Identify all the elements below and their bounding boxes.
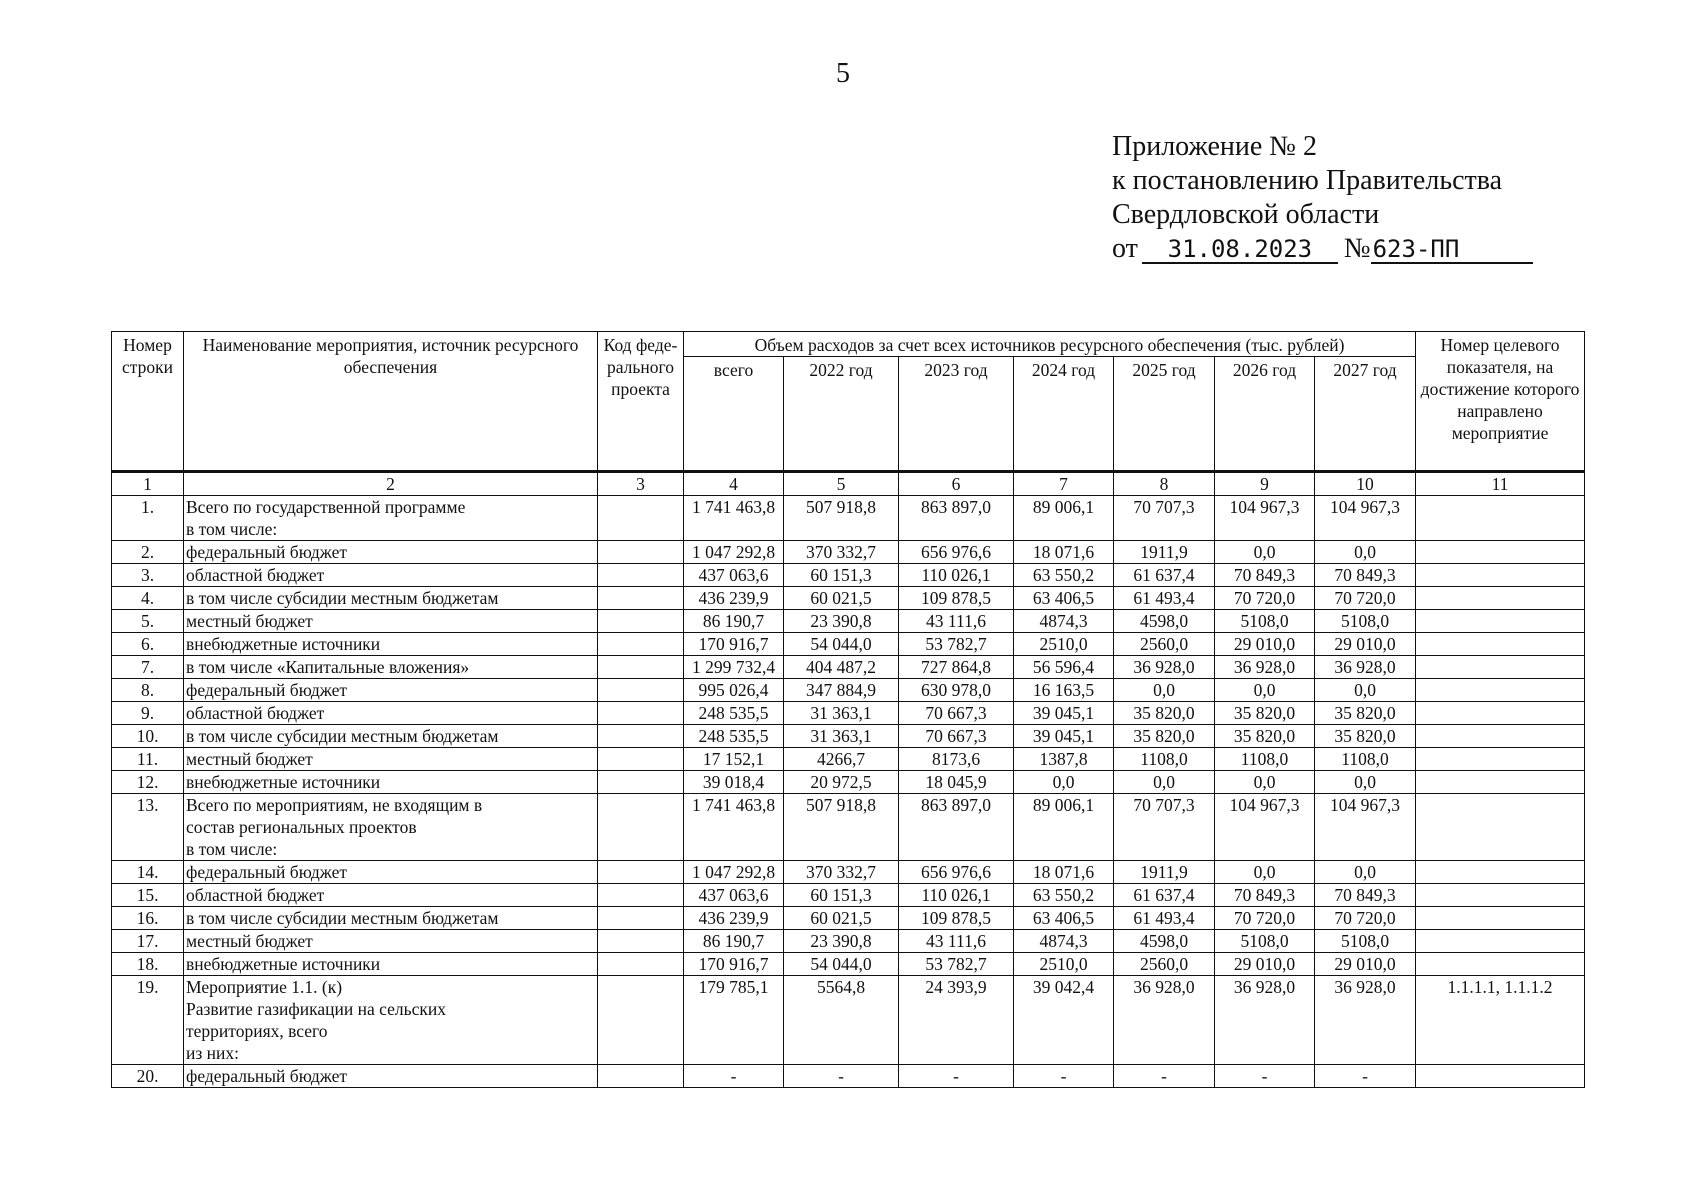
row-total-cell: 437 063,6 [684, 884, 784, 907]
row-2024-cell: 39 045,1 [1014, 725, 1114, 748]
table-row [112, 794, 1585, 861]
header-year-2026: 2026 год [1215, 357, 1315, 472]
row-2022-cell: 507 918,8 [784, 496, 899, 541]
row-2023-cell: 53 782,7 [899, 953, 1014, 976]
row-2025-cell: 61 637,4 [1114, 564, 1215, 587]
row-name-cell: в том числе субсидии местным бюджетам [184, 587, 598, 610]
row-total-cell: 86 190,7 [684, 930, 784, 953]
row-2023-cell: 24 393,9 [899, 976, 1014, 1065]
row-code-cell [598, 1065, 684, 1088]
row-2026-cell: 36 928,0 [1215, 656, 1315, 679]
number-prefix: № [1343, 233, 1371, 264]
row-name-cell: внебюджетные источники [184, 633, 598, 656]
row-2024-cell: 4874,3 [1014, 930, 1114, 953]
row-code-cell [598, 794, 684, 861]
table-row [112, 748, 1585, 771]
header-name: Наименование мероприятия, источник ресурсного обеспечения [184, 332, 598, 472]
row-2025-cell: 1911,9 [1114, 541, 1215, 564]
column-index: 11 [1416, 472, 1585, 496]
row-2026-cell: 70 849,3 [1215, 884, 1315, 907]
row-2025-cell: 61 493,4 [1114, 587, 1215, 610]
row-2027-cell: 0,0 [1315, 861, 1416, 884]
row-2022-cell: 370 332,7 [784, 541, 899, 564]
appendix-title: Приложение № 2 [1112, 131, 1317, 162]
row-number-cell: 14. [112, 861, 184, 884]
row-target-cell [1416, 725, 1585, 748]
row-number-cell: 2. [112, 541, 184, 564]
row-2023-cell: 656 976,6 [899, 541, 1014, 564]
row-name-cell: внебюджетные источники [184, 953, 598, 976]
header-year-2022: 2022 год [784, 357, 899, 472]
row-name-cell: федеральный бюджет [184, 861, 598, 884]
row-2026-cell: 5108,0 [1215, 610, 1315, 633]
row-name-cell: местный бюджет [184, 610, 598, 633]
row-total-cell: 1 047 292,8 [684, 861, 784, 884]
row-2026-cell: 29 010,0 [1215, 953, 1315, 976]
header-target: Номер целевого показателя, на достижение которого направлено мероприятие [1416, 332, 1585, 472]
row-2024-cell: - [1014, 1065, 1114, 1088]
row-2023-cell: 727 864,8 [899, 656, 1014, 679]
row-2027-cell: 1108,0 [1315, 748, 1416, 771]
row-code-cell [598, 907, 684, 930]
row-2027-cell: 36 928,0 [1315, 976, 1416, 1065]
row-2025-cell: 35 820,0 [1114, 725, 1215, 748]
row-2027-cell: 5108,0 [1315, 930, 1416, 953]
row-2026-cell: 104 967,3 [1215, 794, 1315, 861]
row-2026-cell: 35 820,0 [1215, 702, 1315, 725]
row-target-cell [1416, 930, 1585, 953]
row-number-cell: 5. [112, 610, 184, 633]
row-name-cell: внебюджетные источники [184, 771, 598, 794]
row-2027-cell: 5108,0 [1315, 610, 1416, 633]
row-total-cell: 436 239,9 [684, 907, 784, 930]
row-2025-cell: 4598,0 [1114, 610, 1215, 633]
row-code-cell [598, 656, 684, 679]
row-target-cell [1416, 541, 1585, 564]
table-row [112, 976, 1585, 1065]
row-target-cell [1416, 496, 1585, 541]
row-2026-cell: 35 820,0 [1215, 725, 1315, 748]
row-target-cell [1416, 679, 1585, 702]
row-name-cell: Мероприятие 1.1. (к) Развитие газификации на сельских территориях, всего из них: [184, 976, 598, 1065]
row-2027-cell: 70 849,3 [1315, 884, 1416, 907]
row-2026-cell: 5108,0 [1215, 930, 1315, 953]
row-2023-cell: 8173,6 [899, 748, 1014, 771]
row-2026-cell: 0,0 [1215, 771, 1315, 794]
row-2022-cell: 60 021,5 [784, 587, 899, 610]
header-code: Код феде-рального проекта [598, 332, 684, 472]
row-2027-cell: 70 720,0 [1315, 907, 1416, 930]
row-2025-cell: 0,0 [1114, 679, 1215, 702]
row-code-cell [598, 771, 684, 794]
row-2027-cell: 0,0 [1315, 771, 1416, 794]
row-2023-cell: - [899, 1065, 1014, 1088]
column-index: 4 [684, 472, 784, 496]
column-index-row [112, 472, 1585, 496]
row-total-cell: 170 916,7 [684, 633, 784, 656]
table-row [112, 633, 1585, 656]
table-row [112, 656, 1585, 679]
row-2023-cell: 70 667,3 [899, 725, 1014, 748]
row-total-cell: 39 018,4 [684, 771, 784, 794]
row-code-cell [598, 884, 684, 907]
row-name-cell: федеральный бюджет [184, 679, 598, 702]
row-2023-cell: 656 976,6 [899, 861, 1014, 884]
row-code-cell [598, 930, 684, 953]
row-2025-cell: 61 637,4 [1114, 884, 1215, 907]
row-2024-cell: 16 163,5 [1014, 679, 1114, 702]
row-total-cell: 1 047 292,8 [684, 541, 784, 564]
table-row [112, 930, 1585, 953]
row-2023-cell: 43 111,6 [899, 610, 1014, 633]
row-name-cell: местный бюджет [184, 930, 598, 953]
row-2024-cell: 63 406,5 [1014, 907, 1114, 930]
row-total-cell: 436 239,9 [684, 587, 784, 610]
row-target-cell [1416, 953, 1585, 976]
row-total-cell: 170 916,7 [684, 953, 784, 976]
row-number-cell: 1. [112, 496, 184, 541]
row-2024-cell: 18 071,6 [1014, 541, 1114, 564]
column-index: 9 [1215, 472, 1315, 496]
row-target-cell [1416, 907, 1585, 930]
row-2024-cell: 39 045,1 [1014, 702, 1114, 725]
row-2025-cell: 0,0 [1114, 771, 1215, 794]
row-2025-cell: 36 928,0 [1114, 656, 1215, 679]
row-2024-cell: 63 550,2 [1014, 884, 1114, 907]
row-number-cell: 15. [112, 884, 184, 907]
row-number-cell: 17. [112, 930, 184, 953]
appendix-date-line [1112, 232, 1533, 266]
row-2022-cell: 60 151,3 [784, 564, 899, 587]
row-2022-cell: 60 021,5 [784, 907, 899, 930]
row-code-cell [598, 541, 684, 564]
row-2023-cell: 110 026,1 [899, 564, 1014, 587]
row-name-cell: областной бюджет [184, 702, 598, 725]
column-index: 6 [899, 472, 1014, 496]
row-total-cell: - [684, 1065, 784, 1088]
row-2027-cell: 36 928,0 [1315, 656, 1416, 679]
row-2025-cell: 70 707,3 [1114, 794, 1215, 861]
row-2026-cell: 1108,0 [1215, 748, 1315, 771]
appendix-line-region: Свердловской области [1112, 199, 1380, 230]
row-2022-cell: 404 487,2 [784, 656, 899, 679]
row-2022-cell: 370 332,7 [784, 861, 899, 884]
row-2025-cell: 61 493,4 [1114, 907, 1215, 930]
row-2023-cell: 18 045,9 [899, 771, 1014, 794]
row-code-cell [598, 976, 684, 1065]
row-number-cell: 11. [112, 748, 184, 771]
row-total-cell: 437 063,6 [684, 564, 784, 587]
row-2022-cell: 20 972,5 [784, 771, 899, 794]
row-2025-cell: 4598,0 [1114, 930, 1215, 953]
row-2024-cell: 39 042,4 [1014, 976, 1114, 1065]
row-2024-cell: 4874,3 [1014, 610, 1114, 633]
page-number: 5 [836, 58, 850, 89]
resolution-number: 623-ПП [1371, 236, 1533, 264]
header-year-2024: 2024 год [1014, 357, 1114, 472]
row-code-cell [598, 702, 684, 725]
table-row [112, 953, 1585, 976]
row-total-cell: 1 299 732,4 [684, 656, 784, 679]
row-total-cell: 995 026,4 [684, 679, 784, 702]
row-name-cell: федеральный бюджет [184, 541, 598, 564]
row-number-cell: 19. [112, 976, 184, 1065]
header-total: всего [684, 357, 784, 472]
row-total-cell: 248 535,5 [684, 725, 784, 748]
row-code-cell [598, 610, 684, 633]
row-2027-cell: 0,0 [1315, 679, 1416, 702]
row-2024-cell: 18 071,6 [1014, 861, 1114, 884]
row-code-cell [598, 633, 684, 656]
row-target-cell [1416, 702, 1585, 725]
row-2027-cell: 104 967,3 [1315, 496, 1416, 541]
row-2026-cell: 0,0 [1215, 541, 1315, 564]
row-2023-cell: 109 878,5 [899, 907, 1014, 930]
appendix-block [1112, 130, 1533, 266]
table-row [112, 587, 1585, 610]
row-2022-cell: 54 044,0 [784, 633, 899, 656]
row-2027-cell: 0,0 [1315, 541, 1416, 564]
row-2022-cell: 31 363,1 [784, 725, 899, 748]
row-target-cell [1416, 771, 1585, 794]
row-2025-cell: 1108,0 [1114, 748, 1215, 771]
row-2022-cell: 4266,7 [784, 748, 899, 771]
row-code-cell [598, 861, 684, 884]
row-2026-cell: 0,0 [1215, 679, 1315, 702]
row-2027-cell: - [1315, 1065, 1416, 1088]
row-2027-cell: 29 010,0 [1315, 953, 1416, 976]
table-row [112, 1065, 1585, 1088]
table-row [112, 702, 1585, 725]
row-2025-cell: 2560,0 [1114, 633, 1215, 656]
row-number-cell: 13. [112, 794, 184, 861]
row-code-cell [598, 679, 684, 702]
row-name-cell: Всего по мероприятиям, не входящим в состав региональных проектов в том числе: [184, 794, 598, 861]
row-2026-cell: 104 967,3 [1215, 496, 1315, 541]
row-2024-cell: 63 550,2 [1014, 564, 1114, 587]
row-target-cell [1416, 861, 1585, 884]
row-target-cell [1416, 884, 1585, 907]
row-number-cell: 9. [112, 702, 184, 725]
row-target-cell [1416, 610, 1585, 633]
row-2023-cell: 863 897,0 [899, 496, 1014, 541]
row-total-cell: 1 741 463,8 [684, 496, 784, 541]
row-target-cell [1416, 564, 1585, 587]
row-2022-cell: 31 363,1 [784, 702, 899, 725]
row-2022-cell: 347 884,9 [784, 679, 899, 702]
row-code-cell [598, 564, 684, 587]
row-total-cell: 248 535,5 [684, 702, 784, 725]
row-2023-cell: 630 978,0 [899, 679, 1014, 702]
row-2025-cell: 1911,9 [1114, 861, 1215, 884]
row-2023-cell: 70 667,3 [899, 702, 1014, 725]
row-2024-cell: 63 406,5 [1014, 587, 1114, 610]
row-2025-cell: - [1114, 1065, 1215, 1088]
row-target-cell [1416, 633, 1585, 656]
row-code-cell [598, 748, 684, 771]
row-total-cell: 17 152,1 [684, 748, 784, 771]
row-name-cell: местный бюджет [184, 748, 598, 771]
table-row [112, 541, 1585, 564]
row-name-cell: Всего по государственной программе в том числе: [184, 496, 598, 541]
row-name-cell: в том числе субсидии местным бюджетам [184, 725, 598, 748]
row-2027-cell: 35 820,0 [1315, 725, 1416, 748]
row-2024-cell: 1387,8 [1014, 748, 1114, 771]
row-2022-cell: 60 151,3 [784, 884, 899, 907]
row-target-cell [1416, 656, 1585, 679]
row-total-cell: 179 785,1 [684, 976, 784, 1065]
row-target-cell [1416, 587, 1585, 610]
row-2023-cell: 863 897,0 [899, 794, 1014, 861]
row-2023-cell: 110 026,1 [899, 884, 1014, 907]
row-2024-cell: 56 596,4 [1014, 656, 1114, 679]
table-row [112, 725, 1585, 748]
row-2026-cell: 29 010,0 [1215, 633, 1315, 656]
header-year-2023: 2023 год [899, 357, 1014, 472]
column-index: 3 [598, 472, 684, 496]
row-number-cell: 16. [112, 907, 184, 930]
table-row [112, 861, 1585, 884]
table-row [112, 884, 1585, 907]
row-2024-cell: 89 006,1 [1014, 496, 1114, 541]
row-code-cell [598, 953, 684, 976]
table-row [112, 679, 1585, 702]
column-index: 10 [1315, 472, 1416, 496]
row-number-cell: 10. [112, 725, 184, 748]
row-2026-cell: 0,0 [1215, 861, 1315, 884]
appendix-line-resolution: к постановлению Правительства [1112, 165, 1503, 196]
row-2022-cell: 54 044,0 [784, 953, 899, 976]
header-row-number: Номер строки [112, 332, 184, 472]
row-total-cell: 86 190,7 [684, 610, 784, 633]
resolution-date: 31.08.2023 [1142, 236, 1338, 264]
row-2027-cell: 70 720,0 [1315, 587, 1416, 610]
row-2025-cell: 2560,0 [1114, 953, 1215, 976]
row-2027-cell: 70 849,3 [1315, 564, 1416, 587]
table-row [112, 496, 1585, 541]
row-number-cell: 18. [112, 953, 184, 976]
row-code-cell [598, 725, 684, 748]
row-2026-cell: 36 928,0 [1215, 976, 1315, 1065]
header-year-2025: 2025 год [1114, 357, 1215, 472]
row-2024-cell: 89 006,1 [1014, 794, 1114, 861]
row-2022-cell: 23 390,8 [784, 930, 899, 953]
header-year-2027: 2027 год [1315, 357, 1416, 472]
column-index: 7 [1014, 472, 1114, 496]
row-2026-cell: 70 720,0 [1215, 907, 1315, 930]
row-2026-cell: - [1215, 1065, 1315, 1088]
row-number-cell: 12. [112, 771, 184, 794]
row-name-cell: областной бюджет [184, 564, 598, 587]
row-number-cell: 20. [112, 1065, 184, 1088]
row-target-cell [1416, 794, 1585, 861]
row-number-cell: 7. [112, 656, 184, 679]
row-2027-cell: 29 010,0 [1315, 633, 1416, 656]
row-code-cell [598, 587, 684, 610]
budget-table [111, 331, 1585, 1088]
table-row [112, 907, 1585, 930]
row-number-cell: 6. [112, 633, 184, 656]
row-2025-cell: 36 928,0 [1114, 976, 1215, 1065]
row-2024-cell: 0,0 [1014, 771, 1114, 794]
row-total-cell: 1 741 463,8 [684, 794, 784, 861]
row-number-cell: 8. [112, 679, 184, 702]
row-2023-cell: 43 111,6 [899, 930, 1014, 953]
row-2022-cell: 5564,8 [784, 976, 899, 1065]
row-2022-cell: - [784, 1065, 899, 1088]
row-2024-cell: 2510,0 [1014, 633, 1114, 656]
table-row [112, 610, 1585, 633]
header-volume-group: Объем расходов за счет всех источников ресурсного обеспечения (тыс. рублей) [684, 332, 1416, 357]
row-2023-cell: 53 782,7 [899, 633, 1014, 656]
row-target-cell [1416, 1065, 1585, 1088]
column-index: 1 [112, 472, 184, 496]
column-index: 5 [784, 472, 899, 496]
row-number-cell: 4. [112, 587, 184, 610]
column-index: 8 [1114, 472, 1215, 496]
row-2026-cell: 70 720,0 [1215, 587, 1315, 610]
row-target-cell [1416, 748, 1585, 771]
date-prefix: от [1112, 233, 1138, 264]
column-index: 2 [184, 472, 598, 496]
row-name-cell: в том числе субсидии местным бюджетам [184, 907, 598, 930]
row-2022-cell: 23 390,8 [784, 610, 899, 633]
row-2022-cell: 507 918,8 [784, 794, 899, 861]
row-2025-cell: 70 707,3 [1114, 496, 1215, 541]
row-target-cell: 1.1.1.1, 1.1.1.2 [1416, 976, 1585, 1065]
row-2023-cell: 109 878,5 [899, 587, 1014, 610]
table-body [112, 496, 1585, 1088]
row-2026-cell: 70 849,3 [1215, 564, 1315, 587]
row-name-cell: федеральный бюджет [184, 1065, 598, 1088]
table-row [112, 771, 1585, 794]
row-2025-cell: 35 820,0 [1114, 702, 1215, 725]
table-row [112, 564, 1585, 587]
row-number-cell: 3. [112, 564, 184, 587]
row-2027-cell: 35 820,0 [1315, 702, 1416, 725]
row-code-cell [598, 496, 684, 541]
row-2024-cell: 2510,0 [1014, 953, 1114, 976]
row-2027-cell: 104 967,3 [1315, 794, 1416, 861]
row-name-cell: в том числе «Капитальные вложения» [184, 656, 598, 679]
row-name-cell: областной бюджет [184, 884, 598, 907]
